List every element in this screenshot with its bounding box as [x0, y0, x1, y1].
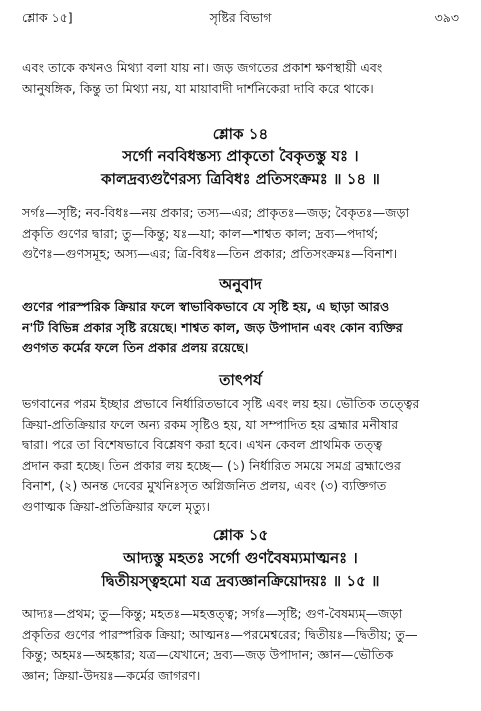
verse-line: দ্বিতীয়স্ত্বহমো যত্র দ্রব্যজ্ঞানক্রিয়োদয়ঃ ॥ ১৫ ॥	[101, 572, 380, 590]
intro-paragraph	[22, 58, 459, 99]
sloka-15-synonyms	[22, 604, 459, 686]
running-header	[22, 10, 459, 28]
intro-line: আনুষঙ্গিক, কিন্তু তা মিথ্যা নয়, যা মায়াবাদী দার্শনিকেরা দাবি করে থাকে।	[22, 80, 374, 96]
sloka-14-heading: শ্লোক ১৪	[212, 125, 269, 143]
header-chapter-title: সৃষ্টির বিভাগ	[209, 10, 272, 25]
translation-heading: অনুবাদ	[219, 275, 262, 293]
translation-line: ন'টি বিভিন্ন প্রকার সৃষ্টি রয়েছে। শাশ্বত কাল, জড় উপাদান এবং কোন ব্যক্তির	[22, 319, 403, 335]
sloka-15-verse	[20, 547, 461, 593]
purport-line: গুণাত্মক ক্রিয়া-প্রতিক্রিয়ার ফলে মৃত্যু।	[22, 498, 210, 514]
translation-line: গুণের পারস্পরিক ক্রিয়ার ফলে স্বাভাবিকভাবে যে সৃষ্টি হয়, এ ছাড়া আরও	[22, 299, 390, 314]
synonym-line: জ্ঞান; ক্রিয়া-উদয়ঃ—কর্মের জাগরণ।	[22, 667, 201, 683]
synonym-line: প্রকৃতির গুণের পারস্পরিক ক্রিয়া; আত্মনঃ—পরমেশ্বরের; দ্বিতীয়ঃ—দ্বিতীয়; তু—	[22, 626, 418, 642]
synonym-line: কিন্তু; অহমঃ—অহঙ্কার; যত্র—যেখানে; দ্রব্য—জড় উপাদান; জ্ঞান—ভৌতিক	[22, 647, 394, 662]
header-page-number: ৩৯৩	[434, 10, 459, 25]
purport-line: দ্বারা। পরে তা বিশেষভাবে বিশ্লেষণ করা হবে। এখন কেবল প্রাথমিক তত্ত্ব	[22, 437, 383, 452]
synonym-line: আদ্যঃ—প্রথম; তু—কিন্তু; মহতঃ—মহত্তত্ত্ব; সর্গঃ—সৃষ্টি; গুণ-বৈষম্যম্—জড়া	[22, 606, 403, 621]
sloka-14-verse	[20, 145, 461, 191]
header-verse-ref: শ্লোক ১৫]	[22, 10, 73, 25]
verse-line: সর্গো নববিধস্তস্য প্রাকৃতো বৈকৃতস্তু যঃ ।	[122, 147, 359, 165]
synonym-line: সর্গঃ—সৃষ্টি; নব-বিধঃ—নয় প্রকার; তস্য—এর; প্রাকৃতঃ—জড়; বৈকৃতঃ—জড়া	[22, 205, 410, 220]
sloka-14-synonyms	[22, 203, 459, 265]
sloka-14-purport	[22, 394, 459, 517]
purport-line: ভগবানের পরম ইচ্ছার প্রভাবে নির্ধারিতভাবে সৃষ্টি এবং লয় হয়। ভৌতিক তত্ত্বের	[22, 396, 420, 411]
sloka-15-heading: শ্লোক ১৫	[212, 526, 269, 544]
intro-line: এবং তাকে কখনও মিথ্যা বলা যায় না। জড় জগতের প্রকাশ ক্ষণস্থায়ী এবং	[22, 60, 383, 75]
purport-line: প্রদান করা হচ্ছে। তিন প্রকার লয় হচ্ছে— (১) নির্ধারিত সময়ে সমগ্র ব্রহ্মাণ্ডের	[22, 457, 401, 473]
verse-line: আদ্যস্তু মহতঃ সর্গো গুণবৈষম্যমাত্মনঃ ।	[123, 549, 358, 567]
synonym-line: প্রকৃতি গুণের দ্বারা; তু—কিন্তু; যঃ—যা; কাল—শাশ্বত কাল; দ্রব্য—পদার্থ;	[22, 225, 379, 241]
synonym-line: গুণৈঃ—গুণসমূহ; অস্য—এর; ত্রি-বিধঃ—তিন প্রকার; প্রতিসংক্রমঃ—বিনাশ।	[22, 246, 398, 261]
purport-line: ক্রিয়া-প্রতিক্রিয়ার ফলে অন্য রকম সৃষ্টিও হয়, যা সম্পাদিত হয় ব্রহ্মার মনীষার	[22, 416, 399, 432]
verse-line: কালদ্রব্যগুণৈরস্য ত্রিবিধঃ প্রতিসংক্রমঃ ॥ ১৪ ॥	[101, 170, 380, 188]
sloka-14-translation	[22, 297, 459, 359]
purport-line: বিনাশ, (২) অনন্ত দেবের মুখনিঃসৃত অগ্নিজনিত প্রলয়, এবং (৩) ব্যক্তিগত	[22, 478, 387, 493]
purport-heading: তাৎপর্য	[219, 371, 262, 389]
translation-line: গুণগত কর্মের ফলে তিন প্রকার প্রলয় রয়েছে।	[22, 340, 249, 355]
